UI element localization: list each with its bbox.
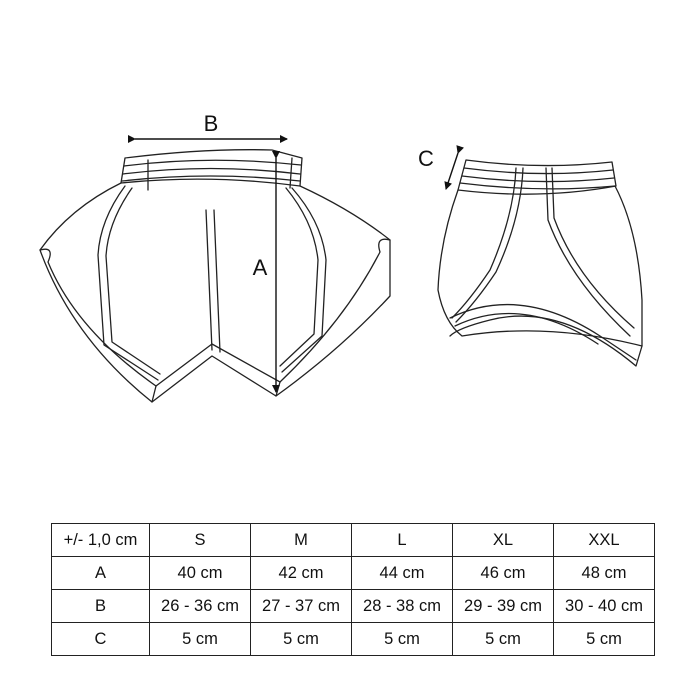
size-table [51, 523, 655, 656]
shorts-front-view [40, 150, 390, 402]
table-row [52, 557, 655, 590]
table-header-cell: L [352, 524, 453, 557]
table-header-cell: M [251, 524, 352, 557]
table-row [52, 590, 655, 623]
table-cell: 5 cm [150, 623, 251, 656]
shorts-side-view [438, 160, 642, 366]
label-b: B [203, 111, 219, 136]
table-cell: 44 cm [352, 557, 453, 590]
table-header-cell: +/- 1,0 cm [52, 524, 150, 557]
table-cell: B [52, 590, 150, 623]
table-cell: 29 - 39 cm [453, 590, 554, 623]
label-a: A [252, 255, 268, 280]
table-cell: 27 - 37 cm [251, 590, 352, 623]
table-row [52, 623, 655, 656]
table-cell: 5 cm [453, 623, 554, 656]
table-cell: 5 cm [251, 623, 352, 656]
front-body-outline [40, 183, 390, 402]
table-header-cell: S [150, 524, 251, 557]
table-cell: C [52, 623, 150, 656]
table-cell: 42 cm [251, 557, 352, 590]
table-header-cell: XXL [554, 524, 655, 557]
table-cell: A [52, 557, 150, 590]
dimension-c-line [446, 153, 458, 189]
table-cell: 26 - 36 cm [150, 590, 251, 623]
label-c: C [418, 146, 434, 171]
table-cell: 46 cm [453, 557, 554, 590]
table-header-row [52, 524, 655, 557]
table-header-cell: XL [453, 524, 554, 557]
table-cell: 5 cm [352, 623, 453, 656]
side-body-outline [438, 190, 642, 366]
table-cell: 30 - 40 cm [554, 590, 655, 623]
table-cell: 40 cm [150, 557, 251, 590]
table-cell: 48 cm [554, 557, 655, 590]
table-cell: 28 - 38 cm [352, 590, 453, 623]
table-cell: 5 cm [554, 623, 655, 656]
